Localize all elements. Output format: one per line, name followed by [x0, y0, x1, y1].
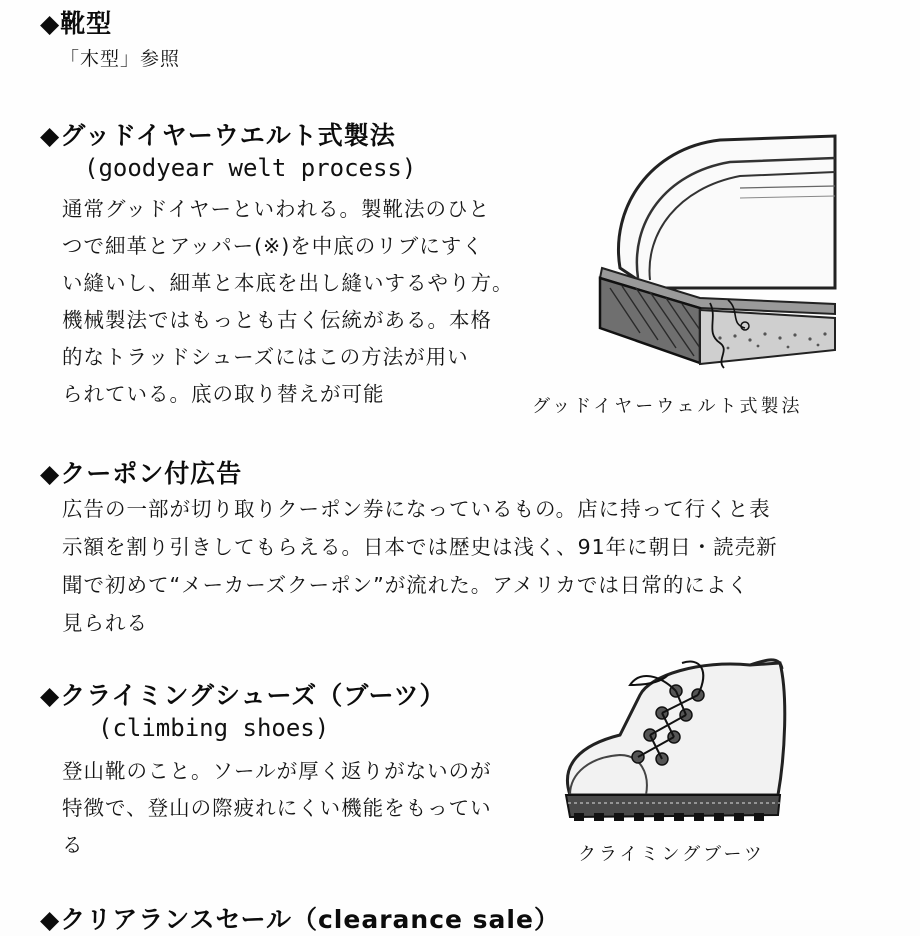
entry-english-goodyear-welt: (goodyear welt process): [84, 154, 417, 182]
entry-body-line: 登山靴のこと。ソールが厚く返りがないのが: [62, 759, 492, 783]
entry-body-line: 機械製法ではもっとも古く伝統がある。本格: [62, 308, 492, 332]
entry-body-line: 通常グッドイヤーといわれる。製靴法のひと: [62, 197, 490, 221]
entry-body-line: られている。底の取り替えが可能: [62, 382, 385, 406]
entry-english-climbing-shoes: (climbing shoes): [98, 714, 330, 742]
entry-body-line: 広告の一部が切り取りクーポン券になっているもの。店に持って行くと表: [62, 497, 771, 521]
entry-body-line: 聞で初めて“メーカーズクーポン”が流れた。アメリカでは日常的によく: [62, 573, 749, 597]
entry-title-kutsugata: ◆靴型: [40, 9, 113, 38]
entry-title-goodyear-welt: ◆グッドイヤーウエルト式製法: [40, 121, 396, 150]
entry-title-clearance-sale: ◆クリアランスセール（clearance sale）: [40, 905, 560, 934]
climbing-boot-illustration: [550, 655, 790, 825]
entry-body-line: つで細革とアッパー(※)を中底のリブにすく: [62, 234, 484, 258]
welt-shoe-cross-section-illustration: [590, 128, 840, 378]
entry-body-line: 的なトラッドシューズにはこの方法が用い: [62, 345, 469, 369]
figure-caption-climbing-boots: クライミングブーツ: [578, 844, 765, 865]
entry-body-line: 見られる: [62, 611, 148, 635]
entry-body-line: 特徴で、登山の際疲れにくい機能をもってい: [62, 796, 492, 820]
entry-body-line: 示額を割り引きしてもらえる。日本では歴史は浅く、91年に朝日・読売新: [62, 535, 778, 559]
entry-body-line: る: [62, 833, 84, 857]
entry-title-climbing-shoes: ◆クライミングシューズ（ブーツ）: [40, 681, 446, 710]
entry-body-line: い縫いし、細革と本底を出し縫いするやり方。: [62, 271, 514, 295]
entry-title-coupon-ad: ◆クーポン付広告: [40, 459, 243, 488]
figure-caption-goodyear-welt: グッドイヤーウェルト式製法: [532, 396, 803, 417]
entry-body-line: 「木型」参照: [60, 48, 181, 70]
